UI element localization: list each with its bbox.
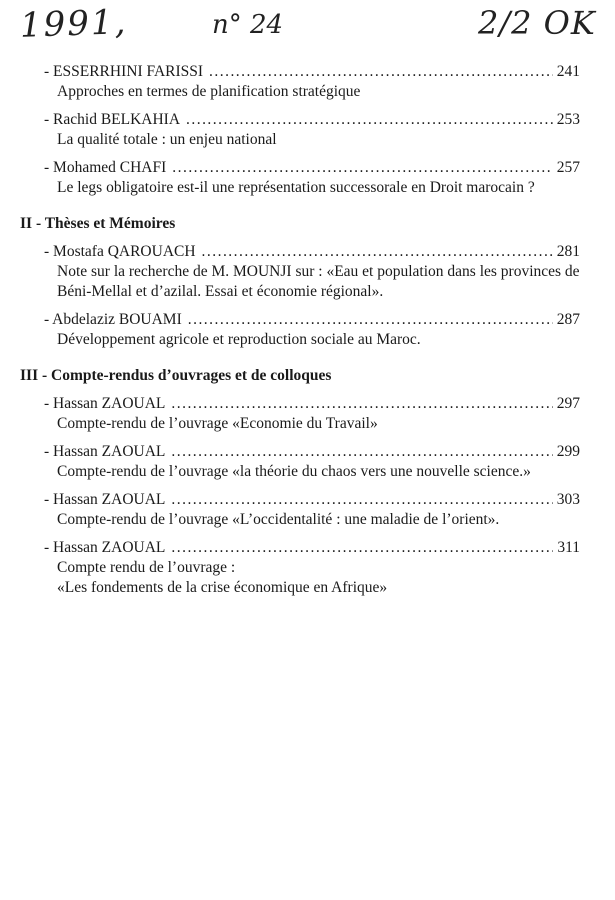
- dot-leader: [188, 310, 553, 330]
- dot-leader: [202, 242, 553, 262]
- toc-entry: [44, 394, 580, 434]
- section-heading-reviews: III - Compte-rendus d’ouvrages et de colloques: [20, 367, 332, 384]
- toc-entry: [44, 310, 580, 350]
- entry-author: - Mohamed CHAFI: [44, 159, 167, 176]
- dot-leader: [171, 394, 552, 414]
- dot-leader: [209, 62, 553, 82]
- dot-leader: [171, 442, 552, 462]
- entry-title: Note sur la recherche de M. MOUNJI sur : «Eau et population dans les provinces de Béni-Mellal et d’azilal. Essai et économie régional».: [57, 263, 580, 300]
- table-of-contents: [20, 62, 580, 606]
- entry-author: - Hassan ZAOUAL: [44, 443, 166, 460]
- entry-author: - Abdelaziz BOUAMI: [44, 311, 182, 328]
- handwritten-year: 1991,: [19, 2, 129, 46]
- toc-entry: [44, 110, 580, 150]
- entry-title: Compte-rendu de l’ouvrage «la théorie du chaos vers une nouvelle science.»: [57, 463, 531, 480]
- entry-author: - Rachid BELKAHIA: [44, 111, 181, 128]
- entry-page: 253: [556, 111, 580, 128]
- dot-leader: [186, 110, 553, 130]
- toc-entry: [44, 538, 580, 598]
- entry-title: Compte-rendu de l’ouvrage «Economie du Travail»: [57, 415, 378, 432]
- entry-title-continued: «Les fondements de la crise économique en Afrique»: [57, 579, 388, 596]
- handwritten-status: 2/2 OK: [478, 4, 596, 42]
- entry-page: 281: [556, 243, 580, 260]
- toc-entry: [44, 490, 580, 530]
- section-heading-theses: II - Thèses et Mémoires: [20, 215, 176, 232]
- entry-author: - Hassan ZAOUAL: [44, 539, 166, 556]
- entry-page: 297: [556, 395, 580, 412]
- entry-author: - Hassan ZAOUAL: [44, 491, 166, 508]
- toc-entry: [44, 62, 580, 102]
- entry-title: Le legs obligatoire est-il une représentation successorale en Droit marocain ?: [57, 179, 535, 196]
- entry-page: 311: [557, 539, 580, 556]
- entry-page: 257: [556, 159, 580, 176]
- toc-entry: [44, 442, 580, 482]
- toc-entry: [44, 242, 580, 302]
- entry-author: - Mostafa QAROUACH: [44, 243, 196, 260]
- entry-page: 303: [556, 491, 580, 508]
- entry-page: 287: [556, 311, 580, 328]
- entry-title: La qualité totale : un enjeu national: [57, 131, 277, 148]
- entry-title: Développement agricole et reproduction sociale au Maroc.: [57, 331, 421, 348]
- dot-leader: [171, 538, 553, 558]
- entry-page: 299: [556, 443, 580, 460]
- entry-title: Compte-rendu de l’ouvrage «L’occidentalité : une maladie de l’orient».: [57, 511, 500, 528]
- dot-leader: [171, 490, 552, 510]
- handwritten-issue: n° 24: [212, 10, 284, 40]
- entry-author: - Hassan ZAOUAL: [44, 395, 166, 412]
- entry-title: Compte rendu de l’ouvrage :: [57, 559, 236, 576]
- dot-leader: [172, 158, 552, 178]
- entry-title: Approches en termes de planification stratégique: [57, 83, 361, 100]
- entry-page: 241: [556, 63, 580, 80]
- toc-entry: [44, 158, 580, 198]
- entry-author: - ESSERRHINI FARISSI: [44, 63, 204, 80]
